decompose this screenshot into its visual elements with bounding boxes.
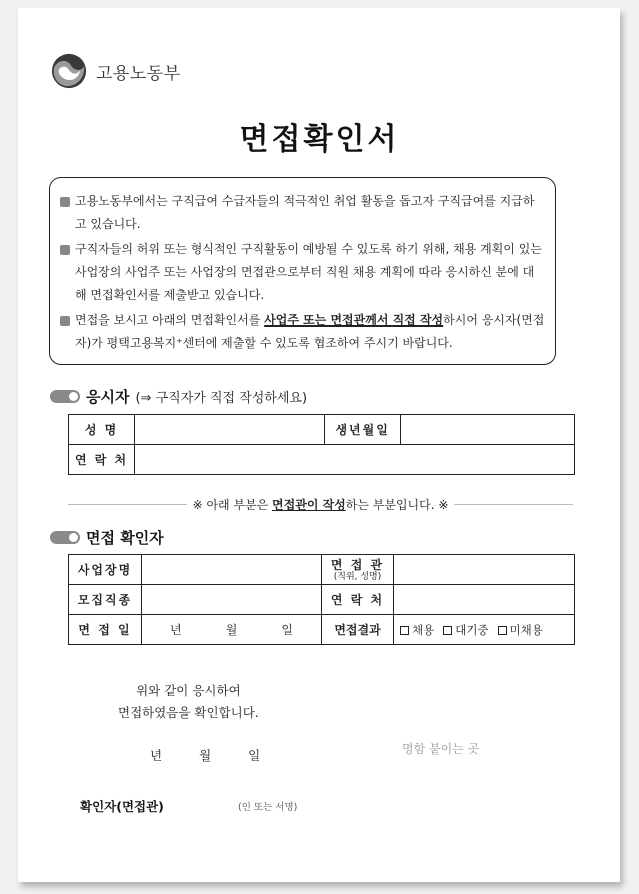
divider-rule <box>68 504 187 505</box>
interviewer-label-text: 면 접 관 <box>330 557 385 572</box>
date-day-label: 일 <box>281 623 293 637</box>
section-divider <box>68 496 573 513</box>
interviewer-contact-field[interactable] <box>394 585 575 615</box>
applicant-section-title: 응시자 <box>86 388 130 406</box>
contact-label: 연 락 처 <box>69 445 135 475</box>
notice-text-part: 하시어 응시자(면접자)가 평택고용복지⁺센터에 제출할 수 있도록 협조하여 주시기 바랍니다. <box>75 313 545 350</box>
notice-item <box>60 238 545 307</box>
checkbox-icon[interactable] <box>400 626 409 635</box>
applicant-section-subtitle: (⇒ 구직자가 직접 작성하세요) <box>135 391 308 406</box>
checkbox-icon[interactable] <box>443 626 452 635</box>
result-option-label: 채용 <box>412 622 435 637</box>
sign-year-label: 년 <box>150 748 163 763</box>
notice-text <box>75 309 545 355</box>
business-card-area: 명함 붙이는 곳 <box>402 742 480 756</box>
notice-emphasis: 사업주 또는 면접관께서 직접 작성 <box>264 313 444 327</box>
result-label: 면접결과 <box>322 615 394 645</box>
applicant-table <box>68 414 575 475</box>
divider-text <box>193 496 449 513</box>
document-title: 면접확인서 <box>239 122 400 157</box>
result-option-pending[interactable] <box>443 622 488 638</box>
interview-date-field[interactable] <box>142 615 322 645</box>
toggle-icon <box>50 531 80 544</box>
interview-date-label: 면 접 일 <box>69 615 142 645</box>
interviewer-section-header <box>50 527 164 548</box>
date-cell <box>148 621 315 638</box>
toggle-icon <box>50 390 80 403</box>
birth-label: 생년월일 <box>325 415 401 445</box>
signature-date <box>150 746 260 764</box>
date-month-label: 월 <box>225 623 238 637</box>
sign-day-label: 일 <box>248 748 261 763</box>
birth-field[interactable] <box>401 415 575 445</box>
checkbox-icon[interactable] <box>498 626 507 635</box>
result-option-label: 대기중 <box>455 622 489 637</box>
divider-text-part: 하는 부분입니다. ※ <box>345 498 449 512</box>
bullet-icon <box>60 245 70 255</box>
job-label: 모집직종 <box>69 585 142 615</box>
sign-month-label: 월 <box>199 748 212 763</box>
ministry-logo <box>50 52 181 90</box>
interviewer-table <box>68 554 575 645</box>
divider-rule <box>454 504 573 505</box>
name-field[interactable] <box>135 415 325 445</box>
result-options <box>400 622 568 638</box>
interviewer-field[interactable] <box>394 555 575 585</box>
interviewer-contact-label: 연 락 처 <box>322 585 394 615</box>
notice-item <box>60 309 545 355</box>
result-option-rejected[interactable] <box>498 622 543 638</box>
ministry-emblem-icon <box>50 52 88 90</box>
confirmer-label: 확인자(면접관) <box>80 799 164 814</box>
confirmation-line: 위와 같이 응시하여 <box>136 683 241 698</box>
result-option-hired[interactable] <box>400 622 434 638</box>
result-option-label: 미채용 <box>509 622 543 637</box>
name-label: 성 명 <box>69 415 135 445</box>
notice-text: 구직자들의 허위 또는 형식적인 구직활동이 예방될 수 있도록 하기 위해, 채용 계획이 있는 사업장의 사업주 또는 사업장의 면접관으로부터 직원 채용 계획에 따라 응시하신 분에 대해 면접확인서를 제출받고 있습니다. <box>75 242 542 302</box>
notice-box <box>49 177 556 365</box>
contact-field[interactable] <box>135 445 575 475</box>
date-year-label: 년 <box>170 623 182 637</box>
notice-text-part: 면접을 보시고 아래의 면접확인서를 <box>75 313 265 327</box>
divider-text-part: ※ 아래 부분은 <box>192 498 273 512</box>
result-field <box>394 615 575 645</box>
interviewer-label <box>322 555 394 585</box>
notice-text: 고용노동부에서는 구직급여 수급자들의 적극적인 취업 활동을 돕고자 구직급여를 지급하고 있습니다. <box>75 194 535 231</box>
divider-emphasis: 면접관이 작성 <box>272 498 346 512</box>
job-field[interactable] <box>142 585 322 615</box>
bullet-icon <box>60 316 70 326</box>
bullet-icon <box>60 197 70 207</box>
confirmation-statement <box>118 680 259 724</box>
workplace-field[interactable] <box>142 555 322 585</box>
interviewer-section-title: 면접 확인자 <box>86 529 164 547</box>
notice-item <box>60 190 545 236</box>
workplace-label: 사업장명 <box>69 555 142 585</box>
seal-label: (인 또는 서명) <box>238 802 298 813</box>
ministry-name: 고용노동부 <box>96 63 181 84</box>
interviewer-label-sub: (직위, 성명) <box>333 571 382 582</box>
confirmation-line: 면접하였음을 확인합니다. <box>118 705 259 720</box>
applicant-section-header <box>50 386 307 407</box>
